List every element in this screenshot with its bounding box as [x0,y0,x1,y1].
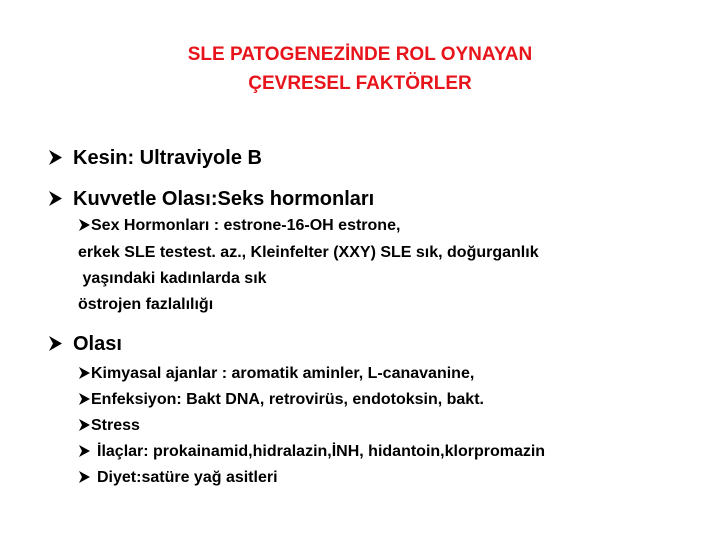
arrowhead-bullet-icon [78,444,91,458]
bullet-kuvvetle-text: Kuvvetle Olası:Seks hormonları [73,188,375,210]
arrowhead-bullet-icon [48,190,63,207]
title-line-1: SLE PATOGENEZİNDE ROL OYNAYAN [187,44,533,65]
olasi-sub-1 [78,363,474,385]
bullet-kuvvetle [48,187,374,211]
olasi-sub-3 [78,415,140,437]
arrowhead-bullet-icon [78,470,91,484]
arrowhead-bullet-icon [78,218,91,232]
arrowhead-bullet-icon [78,366,91,380]
sex-line-1: Sex Hormonları : estrone-16-OH estrone, [91,217,401,234]
slide-title [0,40,720,98]
olasi-sub-4-text: İlaçlar: prokainamid,hidralazin,İNH, hidantoin,klorpromazin [97,443,546,460]
olasi-sub-5-text: Diyet:satüre yağ asitleri [97,469,278,486]
bullet-olasi-text: Olası [73,333,122,355]
bullet-olasi [48,332,122,356]
sub-bullet-sex-hormonlari [78,215,400,237]
olasi-sub-2-text: Enfeksiyon: Bakt DNA, retrovirüs, endotoksin, bakt. [91,391,484,408]
olasi-sub-3-text: Stress [91,417,140,434]
arrowhead-bullet-icon [78,418,91,432]
olasi-sub-4 [78,441,545,463]
sex-line-2: erkek SLE testest. az., Kleinfelter (XXY) SLE sık, doğurganlık [78,244,539,261]
arrowhead-bullet-icon [48,335,63,352]
bullet-kesin [48,146,262,170]
olasi-sub-1-text: Kimyasal ajanlar : aromatik aminler, L-canavanine, [91,365,475,382]
sex-line-3: yaşındaki kadınlarda sık [78,270,267,287]
bullet-kesin-text: Kesin: Ultraviyole B [73,147,262,169]
olasi-sub-5 [78,467,278,489]
arrowhead-bullet-icon [78,392,91,406]
arrowhead-bullet-icon [48,149,63,166]
sex-line-4: östrojen fazlalılığı [78,296,214,313]
olasi-sub-2 [78,389,484,411]
title-line-2: ÇEVRESEL FAKTÖRLER [248,73,472,94]
